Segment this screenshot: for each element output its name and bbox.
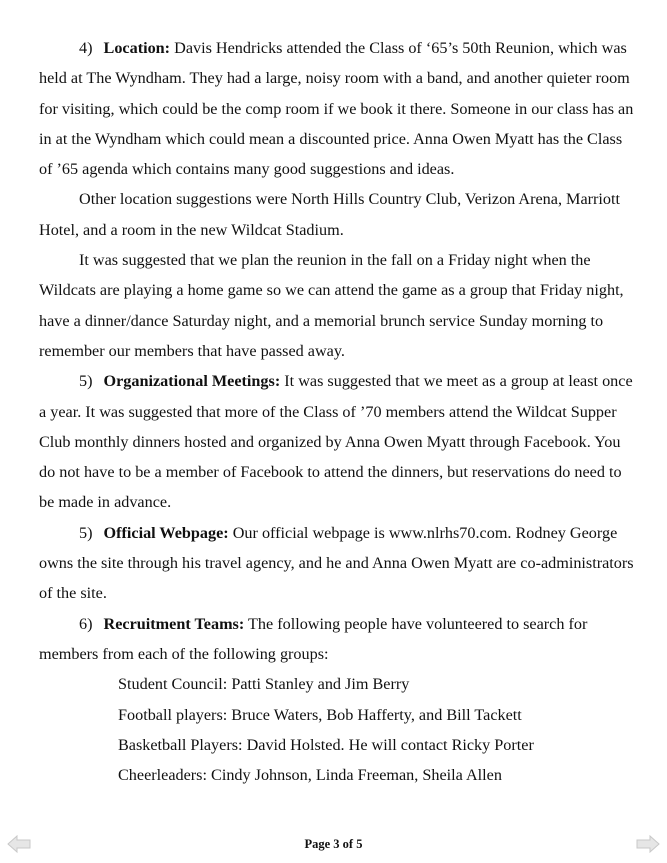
item-text: The following people have volunteered to search for members from each of the following groups: [39, 614, 588, 663]
paragraph-recruitment-teams [39, 609, 639, 670]
list-item: Cheerleaders: Cindy Johnson, Linda Freeman, Sheila Allen [118, 766, 502, 785]
next-page-button[interactable] [635, 834, 661, 854]
page-number-label: Page 3 of 5 [304, 837, 363, 851]
item-heading: Recruitment Teams: [103, 614, 245, 633]
left-arrow-icon [6, 834, 32, 854]
list-item: Student Council: Patti Stanley and Jim Berry [118, 675, 410, 694]
item-number: 4) [79, 39, 93, 57]
item-text: Other location suggestions were North Hills Country Club, Verizon Arena, Marriott Hotel, and a room in the new Wildcat Stadium. [39, 190, 620, 239]
item-number: 6) [79, 614, 93, 633]
previous-page-button[interactable] [6, 834, 32, 854]
paragraph-organizational-meetings [39, 366, 639, 517]
paragraph-official-webpage [39, 518, 639, 609]
item-heading: Location: [103, 39, 171, 57]
item-text: Our official webpage is www.nlrhs70.com. Rodney George owns the site through his travel agency, and he and Anna Owen Myatt are co-administrators of the site. [39, 523, 634, 603]
item-number: 5) [79, 523, 93, 542]
item-heading: Organizational Meetings: [103, 372, 281, 391]
list-item: Football players: Bruce Waters, Bob Hafferty, and Bill Tackett [118, 705, 522, 724]
item-text: Davis Hendricks attended the Class of ‘65’s 50th Reunion, which was held at The Wyndham. They had a large, noisy room with a band, and another quieter room for visiting, which could be the comp room if we book it there. Someone in our class has an in at the Wyndham which could mean a discounted price. Anna Owen Myatt has the Class of ’65 agenda which contains many good suggestions and ideas. [39, 39, 634, 179]
item-heading: Official Webpage: [103, 523, 229, 542]
paragraph-reunion-timing [39, 245, 639, 366]
paragraph-location [39, 33, 639, 184]
page-footer [0, 835, 667, 853]
paragraph-location-suggestions [39, 184, 639, 245]
item-text: It was suggested that we plan the reunion in the fall on a Friday night when the Wildcats are playing a home game so we can attend the game as a group that Friday night, have a dinner/dance Saturday night, and a memorial brunch service Sunday morning to remember our members that have passed away. [39, 251, 624, 360]
list-item: Basketball Players: David Holsted. He will contact Ricky Porter [118, 735, 534, 754]
item-number: 5) [79, 372, 93, 391]
document-body [39, 33, 639, 790]
item-text: It was suggested that we meet as a group at least once a year. It was suggested that more of the Class of ’70 members attend the Wildcat Supper Club monthly dinners hosted and organized by Anna Owen Myatt through Facebook. You do not have to be a member of Facebook to attend the dinners, but reservations do need to be made in advance. [39, 372, 633, 512]
recruitment-list [39, 669, 639, 790]
right-arrow-icon [635, 834, 661, 854]
